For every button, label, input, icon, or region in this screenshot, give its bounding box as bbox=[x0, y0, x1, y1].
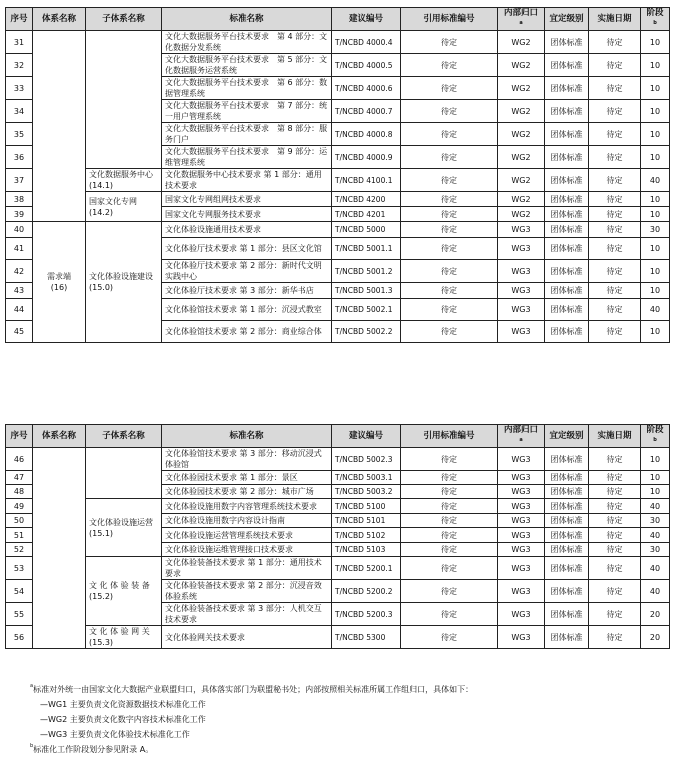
level-cell: 团体标准 bbox=[545, 626, 589, 649]
level-cell: 团体标准 bbox=[545, 169, 589, 192]
internal-cell: WG2 bbox=[498, 100, 545, 123]
date-cell: 待定 bbox=[589, 260, 641, 283]
footnote-mark-a: a bbox=[519, 437, 523, 443]
code-cell: T/NCBD 5002.1 bbox=[332, 299, 401, 321]
footnotes bbox=[30, 682, 660, 757]
system-cell bbox=[33, 31, 86, 222]
internal-cell: WG2 bbox=[498, 54, 545, 77]
standard-name-cell: 文化大数据服务平台技术要求 第 9 部分：运维管理系统 bbox=[162, 146, 332, 169]
standard-name-cell: 文化体验馆技术要求 第 3 部分：移动沉浸式体验馆 bbox=[162, 448, 332, 471]
date-cell: 待定 bbox=[589, 299, 641, 321]
date-cell: 待定 bbox=[589, 448, 641, 471]
level-cell: 团体标准 bbox=[545, 31, 589, 54]
code-cell: T/NCBD 4000.6 bbox=[332, 77, 401, 100]
ref-cell: 待定 bbox=[401, 321, 498, 343]
level-cell: 团体标准 bbox=[545, 448, 589, 471]
standard-name-cell: 文化体验厅技术要求 第 1 部分：县区文化馆 bbox=[162, 238, 332, 260]
ref-cell: 待定 bbox=[401, 528, 498, 543]
standard-name-cell: 文化体验网关技术要求 bbox=[162, 626, 332, 649]
code-cell: T/NCBD 5200.3 bbox=[332, 603, 401, 626]
stage-cell: 10 bbox=[641, 448, 670, 471]
header-internal-label: 内部归口 bbox=[503, 425, 538, 435]
system-cell bbox=[33, 448, 86, 649]
date-cell: 待定 bbox=[589, 207, 641, 222]
internal-cell: WG3 bbox=[498, 222, 545, 238]
date-cell: 待定 bbox=[589, 77, 641, 100]
date-cell: 待定 bbox=[589, 169, 641, 192]
stage-cell: 10 bbox=[641, 192, 670, 207]
date-cell: 待定 bbox=[589, 123, 641, 146]
ref-cell: 待定 bbox=[401, 299, 498, 321]
internal-cell: WG2 bbox=[498, 77, 545, 100]
seq-cell: 55 bbox=[6, 603, 33, 626]
seq-cell: 54 bbox=[6, 580, 33, 603]
stage-cell: 10 bbox=[641, 471, 670, 485]
seq-cell: 51 bbox=[6, 528, 33, 543]
internal-cell: WG2 bbox=[498, 146, 545, 169]
seq-cell: 48 bbox=[6, 485, 33, 499]
date-cell: 待定 bbox=[589, 146, 641, 169]
stage-cell: 10 bbox=[641, 100, 670, 123]
table-row bbox=[6, 192, 670, 207]
code-cell: T/NCBD 5300 bbox=[332, 626, 401, 649]
level-cell: 团体标准 bbox=[545, 222, 589, 238]
header-stage-label: 阶段 bbox=[646, 8, 664, 18]
code-cell: T/NCBD 5100 bbox=[332, 499, 401, 514]
header-internal-label: 内部归口 bbox=[503, 8, 538, 18]
ref-cell: 待定 bbox=[401, 514, 498, 528]
internal-cell: WG2 bbox=[498, 31, 545, 54]
standard-name-cell: 文化体验园技术要求 第 1 部分：景区 bbox=[162, 471, 332, 485]
seq-cell: 47 bbox=[6, 471, 33, 485]
internal-cell: WG3 bbox=[498, 528, 545, 543]
seq-cell: 37 bbox=[6, 169, 33, 192]
internal-cell: WG3 bbox=[498, 485, 545, 499]
internal-cell: WG3 bbox=[498, 321, 545, 343]
footnote-b bbox=[30, 742, 660, 757]
level-cell: 团体标准 bbox=[545, 528, 589, 543]
footnote-a-text: 标准对外统一由国家文化大数据产业联盟归口，具体落实部门为联盟秘书处；内部按照相关标准所属工作组归口，具体如下： bbox=[33, 685, 474, 694]
header-date: 实施日期 bbox=[589, 8, 641, 31]
seq-cell: 41 bbox=[6, 238, 33, 260]
code-cell: T/NCBD 4000.9 bbox=[332, 146, 401, 169]
date-cell: 待定 bbox=[589, 557, 641, 580]
table-row bbox=[6, 169, 670, 192]
footnote-b-mark: b bbox=[30, 743, 34, 749]
code-cell: T/NCBD 4100.1 bbox=[332, 169, 401, 192]
subsystem-cell: 文化数据服务中心(14.1) bbox=[86, 169, 162, 192]
seq-cell: 36 bbox=[6, 146, 33, 169]
internal-cell: WG3 bbox=[498, 580, 545, 603]
seq-cell: 39 bbox=[6, 207, 33, 222]
level-cell: 团体标准 bbox=[545, 471, 589, 485]
table-header-row bbox=[6, 425, 670, 448]
stage-cell: 10 bbox=[641, 238, 670, 260]
date-cell: 待定 bbox=[589, 514, 641, 528]
code-cell: T/NCBD 5001.1 bbox=[332, 238, 401, 260]
code-cell: T/NCBD 4200 bbox=[332, 192, 401, 207]
standard-name-cell: 文化体验设施运营管理系统技术要求 bbox=[162, 528, 332, 543]
standard-name-cell: 文化体验厅技术要求 第 2 部分：新时代文明实践中心 bbox=[162, 260, 332, 283]
footnote-wg2: —WG2 主要负责文化数字内容技术标准化工作 bbox=[40, 715, 206, 724]
date-cell: 待定 bbox=[589, 471, 641, 485]
standard-name-cell: 国家文化专网服务技术要求 bbox=[162, 207, 332, 222]
internal-cell: WG3 bbox=[498, 543, 545, 557]
stage-cell: 40 bbox=[641, 499, 670, 514]
date-cell: 待定 bbox=[589, 31, 641, 54]
header-seq: 序号 bbox=[6, 425, 33, 448]
header-internal bbox=[498, 8, 545, 31]
standard-name-cell: 文化体验馆技术要求 第 1 部分：沉浸式教室 bbox=[162, 299, 332, 321]
level-cell: 团体标准 bbox=[545, 146, 589, 169]
footnote-a bbox=[30, 682, 660, 697]
standard-name-cell: 国家文化专网组网技术要求 bbox=[162, 192, 332, 207]
internal-cell: WG3 bbox=[498, 603, 545, 626]
header-system: 体系名称 bbox=[33, 8, 86, 31]
internal-cell: WG3 bbox=[498, 626, 545, 649]
footnote-mark-b: b bbox=[653, 437, 657, 443]
internal-cell: WG3 bbox=[498, 471, 545, 485]
level-cell: 团体标准 bbox=[545, 123, 589, 146]
footnote-b-text: 标准化工作阶段划分参见附录 A。 bbox=[33, 745, 154, 754]
standard-name-cell: 文化大数据服务平台技术要求 第 8 部分：服务门户 bbox=[162, 123, 332, 146]
seq-cell: 44 bbox=[6, 299, 33, 321]
code-cell: T/NCBD 4000.7 bbox=[332, 100, 401, 123]
ref-cell: 待定 bbox=[401, 580, 498, 603]
seq-cell: 38 bbox=[6, 192, 33, 207]
date-cell: 待定 bbox=[589, 100, 641, 123]
internal-cell: WG3 bbox=[498, 238, 545, 260]
date-cell: 待定 bbox=[589, 485, 641, 499]
footnote-mark-b: b bbox=[653, 20, 657, 26]
header-internal bbox=[498, 425, 545, 448]
header-code: 建议编号 bbox=[332, 8, 401, 31]
internal-cell: WG2 bbox=[498, 169, 545, 192]
ref-cell: 待定 bbox=[401, 31, 498, 54]
level-cell: 团体标准 bbox=[545, 54, 589, 77]
seq-cell: 45 bbox=[6, 321, 33, 343]
level-cell: 团体标准 bbox=[545, 299, 589, 321]
ref-cell: 待定 bbox=[401, 77, 498, 100]
standard-name-cell: 文化体验设施用数字内容管理系统技术要求 bbox=[162, 499, 332, 514]
stage-cell: 30 bbox=[641, 222, 670, 238]
subsystem-cell bbox=[86, 31, 162, 169]
table-row bbox=[6, 222, 670, 238]
level-cell: 团体标准 bbox=[545, 499, 589, 514]
level-cell: 团体标准 bbox=[545, 100, 589, 123]
date-cell: 待定 bbox=[589, 499, 641, 514]
date-cell: 待定 bbox=[589, 528, 641, 543]
level-cell: 团体标准 bbox=[545, 514, 589, 528]
seq-cell: 34 bbox=[6, 100, 33, 123]
code-cell: T/NCBD 5002.2 bbox=[332, 321, 401, 343]
internal-cell: WG2 bbox=[498, 207, 545, 222]
code-cell: T/NCBD 5200.1 bbox=[332, 557, 401, 580]
stage-cell: 40 bbox=[641, 580, 670, 603]
table-row bbox=[6, 557, 670, 580]
header-stage-label: 阶段 bbox=[646, 425, 664, 435]
ref-cell: 待定 bbox=[401, 283, 498, 299]
date-cell: 待定 bbox=[589, 603, 641, 626]
subsystem-cell: 国家文化专网(14.2) bbox=[86, 192, 162, 222]
date-cell: 待定 bbox=[589, 543, 641, 557]
subsystem-cell: 文 化 体 验 网 关 (15.3) bbox=[86, 626, 162, 649]
level-cell: 团体标准 bbox=[545, 77, 589, 100]
standard-name-cell: 文化体验设施用数字内容设计指南 bbox=[162, 514, 332, 528]
stage-cell: 10 bbox=[641, 146, 670, 169]
stage-cell: 10 bbox=[641, 207, 670, 222]
standard-name-cell: 文化体验设施通用技术要求 bbox=[162, 222, 332, 238]
ref-cell: 待定 bbox=[401, 448, 498, 471]
stage-cell: 10 bbox=[641, 485, 670, 499]
stage-cell: 30 bbox=[641, 543, 670, 557]
date-cell: 待定 bbox=[589, 321, 641, 343]
standard-name-cell: 文化体验馆技术要求 第 2 部分：商业综合体 bbox=[162, 321, 332, 343]
stage-cell: 40 bbox=[641, 169, 670, 192]
ref-cell: 待定 bbox=[401, 557, 498, 580]
standard-name-cell: 文化体验装备技术要求 第 2 部分：沉浸音效体验系统 bbox=[162, 580, 332, 603]
standard-name-cell: 文化数据服务中心技术要求 第 1 部分：通用技术要求 bbox=[162, 169, 332, 192]
seq-cell: 32 bbox=[6, 54, 33, 77]
code-cell: T/NCBD 4000.4 bbox=[332, 31, 401, 54]
level-cell: 团体标准 bbox=[545, 543, 589, 557]
seq-cell: 42 bbox=[6, 260, 33, 283]
seq-cell: 35 bbox=[6, 123, 33, 146]
code-cell: T/NCBD 4000.8 bbox=[332, 123, 401, 146]
date-cell: 待定 bbox=[589, 222, 641, 238]
internal-cell: WG3 bbox=[498, 499, 545, 514]
stage-cell: 20 bbox=[641, 603, 670, 626]
internal-cell: WG3 bbox=[498, 557, 545, 580]
seq-cell: 49 bbox=[6, 499, 33, 514]
stage-cell: 40 bbox=[641, 557, 670, 580]
date-cell: 待定 bbox=[589, 626, 641, 649]
ref-cell: 待定 bbox=[401, 123, 498, 146]
standard-name-cell: 文化体验装备技术要求 第 1 部分：通用技术要求 bbox=[162, 557, 332, 580]
header-name: 标准名称 bbox=[162, 425, 332, 448]
system-cell: 需求端 (16) bbox=[33, 222, 86, 343]
standards-table-2 bbox=[5, 424, 670, 649]
header-stage bbox=[641, 8, 670, 31]
table-row bbox=[6, 31, 670, 54]
ref-cell: 待定 bbox=[401, 260, 498, 283]
standard-name-cell: 文化体验厅技术要求 第 3 部分：新华书店 bbox=[162, 283, 332, 299]
level-cell: 团体标准 bbox=[545, 238, 589, 260]
standard-name-cell: 文化大数据服务平台技术要求 第 7 部分：统一用户管理系统 bbox=[162, 100, 332, 123]
level-cell: 团体标准 bbox=[545, 283, 589, 299]
table-row bbox=[6, 626, 670, 649]
ref-cell: 待定 bbox=[401, 485, 498, 499]
subsystem-cell: 文化体验设施建设(15.0) bbox=[86, 222, 162, 343]
code-cell: T/NCBD 4201 bbox=[332, 207, 401, 222]
ref-cell: 待定 bbox=[401, 626, 498, 649]
seq-cell: 46 bbox=[6, 448, 33, 471]
internal-cell: WG2 bbox=[498, 123, 545, 146]
subsystem-cell bbox=[86, 448, 162, 499]
internal-cell: WG3 bbox=[498, 283, 545, 299]
code-cell: T/NCBD 5103 bbox=[332, 543, 401, 557]
header-subsystem: 子体系名称 bbox=[86, 425, 162, 448]
standard-name-cell: 文化体验设施运维管理接口技术要求 bbox=[162, 543, 332, 557]
ref-cell: 待定 bbox=[401, 192, 498, 207]
ref-cell: 待定 bbox=[401, 499, 498, 514]
standards-table-1 bbox=[5, 7, 670, 343]
ref-cell: 待定 bbox=[401, 222, 498, 238]
table-row bbox=[6, 499, 670, 514]
table-2-body bbox=[6, 448, 670, 649]
subsystem-cell: 文化体验设施运营(15.1) bbox=[86, 499, 162, 557]
ref-cell: 待定 bbox=[401, 238, 498, 260]
table-header-row bbox=[6, 8, 670, 31]
stage-cell: 10 bbox=[641, 283, 670, 299]
level-cell: 团体标准 bbox=[545, 485, 589, 499]
header-system: 体系名称 bbox=[33, 425, 86, 448]
standard-name-cell: 文化体验园技术要求 第 2 部分：城市广场 bbox=[162, 485, 332, 499]
date-cell: 待定 bbox=[589, 283, 641, 299]
seq-cell: 53 bbox=[6, 557, 33, 580]
stage-cell: 10 bbox=[641, 31, 670, 54]
code-cell: T/NCBD 5000 bbox=[332, 222, 401, 238]
ref-cell: 待定 bbox=[401, 543, 498, 557]
ref-cell: 待定 bbox=[401, 471, 498, 485]
footnote-a-mark: a bbox=[30, 683, 34, 689]
code-cell: T/NCBD 5101 bbox=[332, 514, 401, 528]
code-cell: T/NCBD 5102 bbox=[332, 528, 401, 543]
seq-cell: 43 bbox=[6, 283, 33, 299]
date-cell: 待定 bbox=[589, 54, 641, 77]
header-seq: 序号 bbox=[6, 8, 33, 31]
stage-cell: 40 bbox=[641, 299, 670, 321]
code-cell: T/NCBD 5002.3 bbox=[332, 448, 401, 471]
footnote-wg3: —WG3 主要负责文化体验技术标准化工作 bbox=[40, 730, 190, 739]
header-name: 标准名称 bbox=[162, 8, 332, 31]
level-cell: 团体标准 bbox=[545, 580, 589, 603]
standard-name-cell: 文化体验装备技术要求 第 3 部分：人机交互技术要求 bbox=[162, 603, 332, 626]
ref-cell: 待定 bbox=[401, 169, 498, 192]
stage-cell: 10 bbox=[641, 260, 670, 283]
table-row bbox=[6, 448, 670, 471]
header-stage bbox=[641, 425, 670, 448]
code-cell: T/NCBD 4000.5 bbox=[332, 54, 401, 77]
internal-cell: WG2 bbox=[498, 192, 545, 207]
header-level: 宜定级别 bbox=[545, 8, 589, 31]
header-ref: 引用标准编号 bbox=[401, 425, 498, 448]
ref-cell: 待定 bbox=[401, 603, 498, 626]
standard-name-cell: 文化大数据服务平台技术要求 第 5 部分：文化数据服务运营系统 bbox=[162, 54, 332, 77]
stage-cell: 40 bbox=[641, 528, 670, 543]
date-cell: 待定 bbox=[589, 238, 641, 260]
stage-cell: 10 bbox=[641, 54, 670, 77]
seq-cell: 40 bbox=[6, 222, 33, 238]
table-1-body bbox=[6, 31, 670, 343]
seq-cell: 50 bbox=[6, 514, 33, 528]
level-cell: 团体标准 bbox=[545, 557, 589, 580]
stage-cell: 10 bbox=[641, 321, 670, 343]
seq-cell: 56 bbox=[6, 626, 33, 649]
footnote-wg1: —WG1 主要负责文化资源数据技术标准化工作 bbox=[40, 700, 206, 709]
ref-cell: 待定 bbox=[401, 207, 498, 222]
date-cell: 待定 bbox=[589, 192, 641, 207]
level-cell: 团体标准 bbox=[545, 260, 589, 283]
stage-cell: 10 bbox=[641, 77, 670, 100]
ref-cell: 待定 bbox=[401, 100, 498, 123]
seq-cell: 52 bbox=[6, 543, 33, 557]
code-cell: T/NCBD 5001.2 bbox=[332, 260, 401, 283]
code-cell: T/NCBD 5200.2 bbox=[332, 580, 401, 603]
header-code: 建议编号 bbox=[332, 425, 401, 448]
date-cell: 待定 bbox=[589, 580, 641, 603]
standard-name-cell: 文化大数据服务平台技术要求 第 4 部分：文化数据分发系统 bbox=[162, 31, 332, 54]
subsystem-cell: 文 化 体 验 装 备 (15.2) bbox=[86, 557, 162, 626]
code-cell: T/NCBD 5001.3 bbox=[332, 283, 401, 299]
standard-name-cell: 文化大数据服务平台技术要求 第 6 部分：数据管理系统 bbox=[162, 77, 332, 100]
stage-cell: 30 bbox=[641, 514, 670, 528]
header-subsystem: 子体系名称 bbox=[86, 8, 162, 31]
code-cell: T/NCBD 5003.2 bbox=[332, 485, 401, 499]
level-cell: 团体标准 bbox=[545, 207, 589, 222]
header-date: 实施日期 bbox=[589, 425, 641, 448]
level-cell: 团体标准 bbox=[545, 321, 589, 343]
internal-cell: WG3 bbox=[498, 448, 545, 471]
level-cell: 团体标准 bbox=[545, 603, 589, 626]
stage-cell: 10 bbox=[641, 123, 670, 146]
level-cell: 团体标准 bbox=[545, 192, 589, 207]
seq-cell: 31 bbox=[6, 31, 33, 54]
code-cell: T/NCBD 5003.1 bbox=[332, 471, 401, 485]
seq-cell: 33 bbox=[6, 77, 33, 100]
header-level: 宜定级别 bbox=[545, 425, 589, 448]
stage-cell: 20 bbox=[641, 626, 670, 649]
internal-cell: WG3 bbox=[498, 514, 545, 528]
footnote-mark-a: a bbox=[519, 20, 523, 26]
internal-cell: WG3 bbox=[498, 260, 545, 283]
ref-cell: 待定 bbox=[401, 146, 498, 169]
ref-cell: 待定 bbox=[401, 54, 498, 77]
header-ref: 引用标准编号 bbox=[401, 8, 498, 31]
internal-cell: WG3 bbox=[498, 299, 545, 321]
